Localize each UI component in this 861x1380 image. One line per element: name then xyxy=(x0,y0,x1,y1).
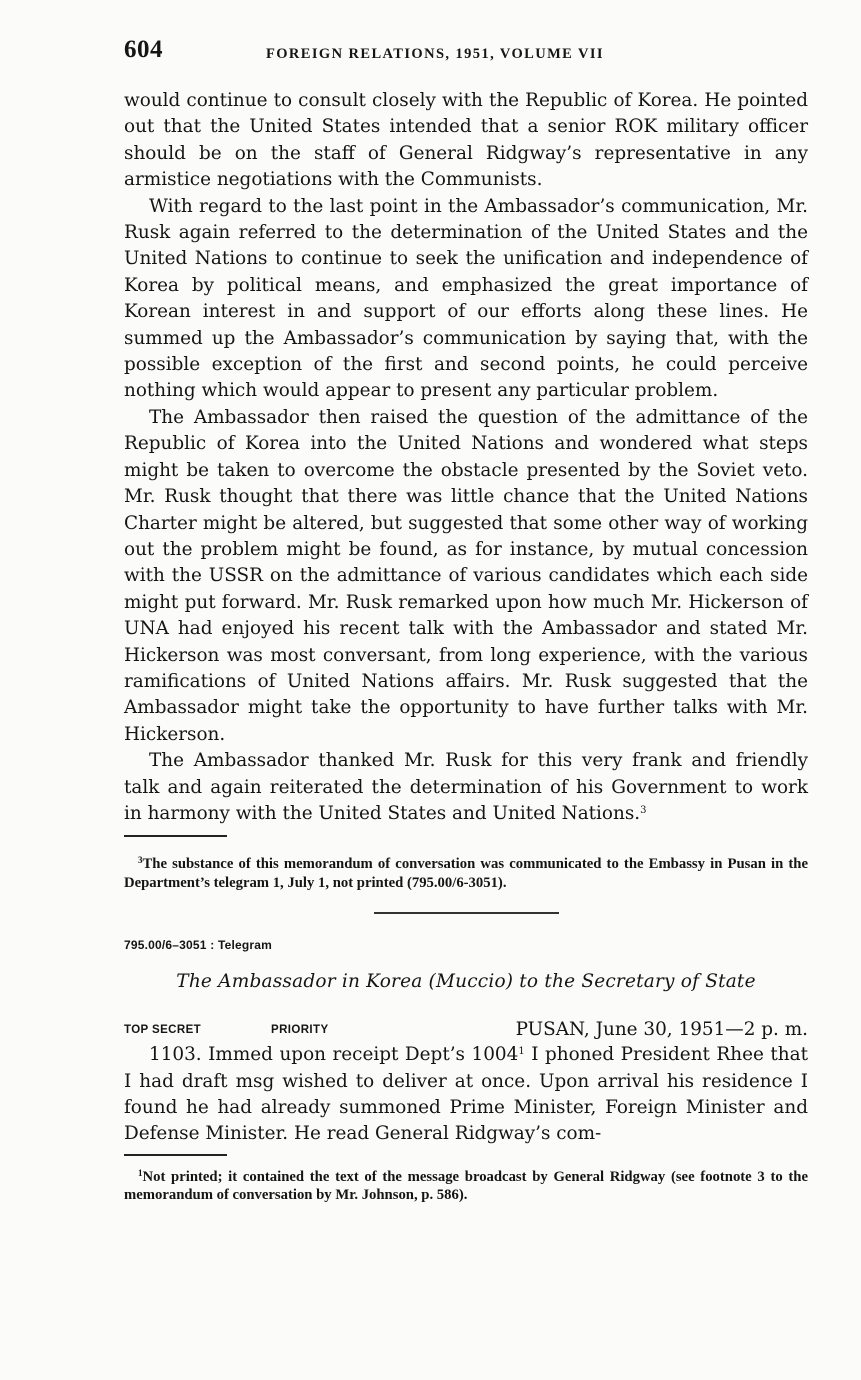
footnote-separator-2 xyxy=(124,1154,227,1156)
section-divider xyxy=(374,912,559,914)
footnote-reference-1: 1 xyxy=(518,1046,525,1058)
footnotes-section-2 xyxy=(124,1168,808,1205)
footnote-1-text: Not printed; it contained the text of the message broadcast by General Ridgway (see footnote 3 to the memorandum of conversation by Mr. Johnson, p. 586). xyxy=(124,1168,808,1204)
telegram-paragraph xyxy=(124,1042,808,1148)
footnote-3-text: The substance of this memorandum of conversation was communicated to the Embassy in Pusan in the Department’s telegram 1, July 1, not printed (795.00/6-3051). xyxy=(124,856,808,891)
telegram-continuation-text: I phoned President Rhee that I had draft msg wished to deliver at once. Upon arrival his residence I found he had already summoned Prime Minister, Foreign Minister and Defense Minister. He read General Ridgway’s com- xyxy=(124,1044,808,1145)
footnote-3-marker: 3 xyxy=(138,855,143,866)
document-page xyxy=(124,36,808,1205)
paragraph-4 xyxy=(124,748,808,827)
telegram-body xyxy=(124,1042,808,1148)
paragraph-4-text: The Ambassador thanked Mr. Rusk for this very frank and friendly talk and again reiterated the determination of his Government to work in harmony with the United States and United Nations. xyxy=(124,750,808,824)
footnote-3 xyxy=(124,855,808,892)
footnote-1-marker: 1 xyxy=(138,1167,143,1178)
document-title: The Ambassador in Korea (Muccio) to the Secretary of State xyxy=(176,971,756,993)
paragraph-3: The Ambassador then raised the question of the admittance of the Republic of Korea into the United Nations and wondered what steps might be taken to overcome the obstacle presented by the Soviet veto. Mr. Rusk thought that there was little chance that the United Nations Charter might be altered, but suggested that some other way of working out the problem might be found, as for instance, by mutual concession with the USSR on the admittance of various candidates which each side might put forward. Mr. Rusk remarked upon how much Mr. Hickerson of UNA had enjoyed his recent talk with the Ambassador and stated Mr. Hickerson was most conversant, from long experience, with the various ramifications of United Nations affairs. Mr. Rusk suggested that the Ambassador might take the opportunity to have further talks with Mr. Hickerson. xyxy=(124,406,808,745)
priority-label: PRIORITY xyxy=(271,1024,329,1037)
footnote-1 xyxy=(124,1168,808,1205)
footnotes-section xyxy=(124,855,808,892)
file-reference: 795.00/6–3051 : Telegram xyxy=(124,938,273,953)
volume-title: FOREIGN RELATIONS, 1951, VOLUME VII xyxy=(266,46,604,62)
dateline: PUSAN, June 30, 1951—2 p. m. xyxy=(515,1019,808,1041)
paragraph-2: With regard to the last point in the Ambassador’s communication, Mr. Rusk again referred to the determination of the United States and the United Nations to continue to seek the unification and independence of Korea by political means, and emphasized the great importance of Korean interest in and support of our efforts along these lines. He summed up the Ambassador’s communication by saying that, with the possible exception of the first and second points, he could perceive nothing which would appear to present any particular problem. xyxy=(124,195,808,402)
classification-label: TOP SECRET xyxy=(124,1024,202,1037)
telegram-start-text: 1103. Immed upon receipt Dept’s 1004 xyxy=(149,1044,519,1066)
paragraph-1: would continue to consult closely with the Republic of Korea. He pointed out that the United States intended that a senior ROK military officer should be on the staff of General Ridgway’s representative in any armistice negotiations with the Communists. xyxy=(124,90,808,191)
running-header xyxy=(124,36,808,70)
memorandum-body xyxy=(124,88,808,827)
footnote-separator xyxy=(124,835,227,837)
footnote-reference-3: 3 xyxy=(640,804,647,816)
page-number: 604 xyxy=(124,36,163,63)
telegram-header xyxy=(124,1018,808,1042)
